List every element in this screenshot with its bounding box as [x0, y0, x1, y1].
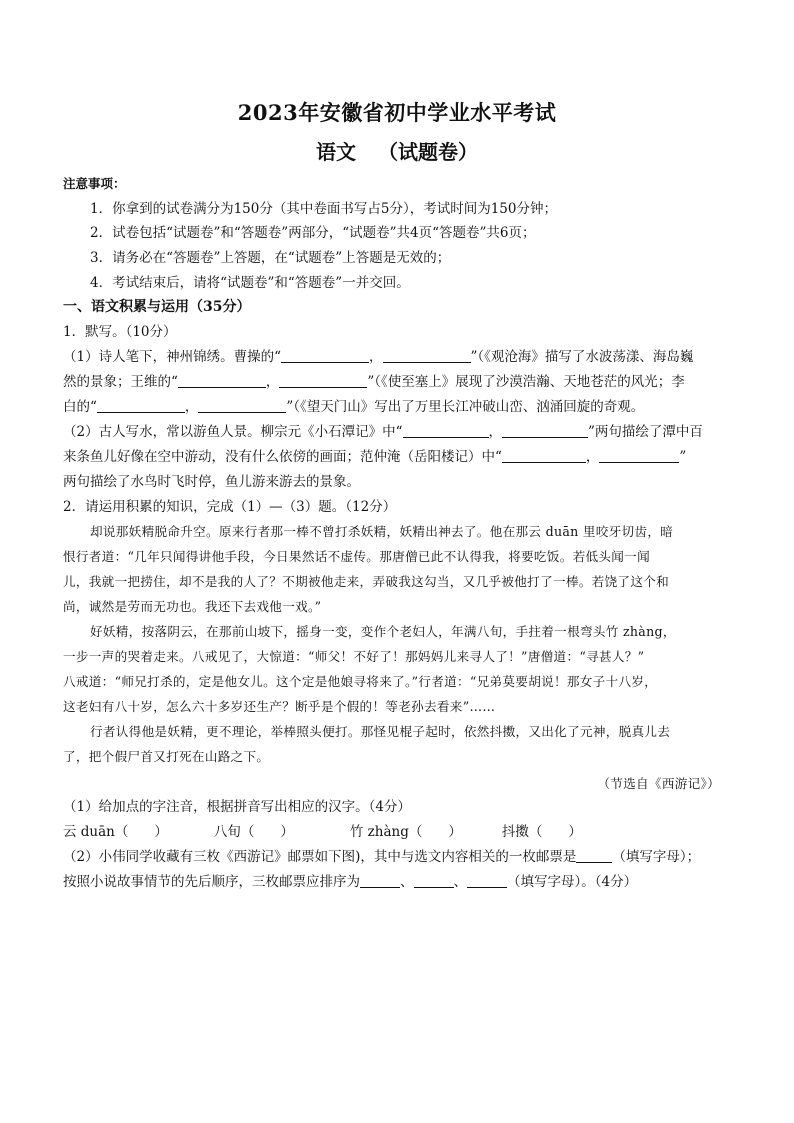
answer-blank[interactable] [279, 373, 367, 388]
q1-stem: 1．默写。（10分） [63, 324, 177, 340]
q2-sub1-stem: （1）给加点的字注音，根据拼音写出相应的汉字。（4分） [63, 799, 411, 815]
q1-p1-line2: 然的景象；王维的“ ， ”（《使至塞上》展现了沙漠浩瀚、天地苍茫的风光；李 [63, 374, 685, 390]
q1-p2-line3: 两句描绘了水鸟时飞时停，鱼儿游来游去的景象。 [63, 474, 360, 490]
passage-line: 行者认得他是妖精，更不理论，举棒照头便打。那怪见棍子起时，依然抖擞，又出化了元神，脱真儿去 [90, 724, 671, 739]
passage-line: 尚，诚然是劳而无功也。我还下去戏他一戏。” [63, 599, 322, 614]
answer-blank[interactable] [502, 448, 586, 463]
passage-line: 一步一声的哭着走来。八戒见了，大惊道：“师父！不好了！那妈妈儿来寻人了！”唐僧道：“寻甚人？” [63, 649, 645, 664]
exam-subtitle [0, 136, 794, 165]
answer-blank[interactable] [97, 398, 185, 413]
item-dousou: 抖擞（ [501, 824, 543, 840]
passage-line: 八戒道：“师兄打杀的，定是他女儿。这个定是他娘寻将来了。”行者道：“兄弟莫要胡说！那女子十八岁， [63, 674, 658, 689]
passage-line: 恨行者道：“几年只闻得讲他手段，今日果然话不虚传。那唐僧已此不认得我，将要吃饭。若低头闻一闻 [63, 549, 650, 564]
q2-sub1-items: 云 duān（ ） 八旬（ ） 竹 zhàng（ ） 抖擞（ ） [63, 824, 582, 840]
paper-type-label: （试题卷） [378, 140, 478, 164]
item-baxun: 八旬（ [213, 824, 255, 840]
subject-label: 语文 [316, 140, 356, 164]
item-yun: 云 duān（ [63, 824, 129, 840]
answer-blank[interactable] [502, 423, 588, 438]
answer-blank[interactable] [599, 448, 679, 463]
item-zhu: 竹 zhàng（ [349, 824, 423, 840]
passage-line: 这老妇有八十岁，怎么六十多岁还生产？断乎是个假的！等老孙去看来”…… [63, 699, 496, 714]
q1-p2-line2: 来条鱼儿好像在空中游动，没有什么依傍的画面；范仲淹（岳阳楼记）中“ ， ” [63, 449, 687, 465]
answer-blank[interactable] [576, 848, 612, 863]
answer-blank[interactable] [467, 873, 507, 888]
q2-sub2-line2: 按照小说故事情节的先后顺序，三枚邮票应排序为 、 、 （填写字母）。（4分） [63, 874, 638, 890]
q1-p2-line1: （2）古人写水，常以游鱼人景。柳宗元《小石潭记》中“ ， ”两句描绘了潭中百 [63, 424, 703, 440]
answer-blank[interactable] [383, 348, 471, 363]
exam-title: 2023年安徽省初中学业水平考试 [237, 100, 557, 125]
passage-line: 儿，我就一把捞住，却不是我的人了？不期被他走来，弄破我这勾当，又几乎被他打了一棒。若饶了这个和 [63, 574, 670, 589]
section-heading: 一、语文积累与运用（35分） [63, 299, 251, 315]
passage-source: （节选自《西游记》） [597, 776, 720, 791]
answer-blank[interactable] [403, 423, 489, 438]
notice-item-4: 4．考试结束后，请将“试题卷”和“答题卷”一并交回。 [90, 275, 410, 291]
q1-p1-line1: （1）诗人笔下，神州锦绣。曹操的“ ， ”（《观沧海》描写了水波荡漾、海岛巍 [63, 349, 694, 365]
passage-line: 却说那妖精脱命升空。原来行者那一棒不曾打杀妖精，妖精出神去了。他在那云 duān 里咬牙切齿，暗 [90, 524, 674, 539]
passage-line: 了，把个假尸首又打死在山路之下。 [63, 749, 270, 764]
notice-item-1: 1．你拿到的试卷满分为150分（其中卷面书写占5分），考试时间为150分钟； [90, 201, 557, 217]
notice-item-2: 2．试卷包括“试题卷”和“答题卷”两部分，“试题卷”共4页“答题卷”共6页； [90, 225, 536, 241]
q1-p1-line3: 白的“ ， ”（《望天门山》写出了万里长江冲破山峦、汹涌回旋的奇观。 [63, 399, 645, 415]
answer-blank[interactable] [178, 373, 266, 388]
passage-line: 好妖精，按落阴云，在那前山坡下，摇身一变，变作个老妇人，年满八旬，手拄着一根弯头竹 zhàng， [90, 624, 676, 639]
q2-stem: 2．请运用积累的知识，完成（1）—（3）题。（12分） [63, 499, 397, 515]
answer-blank[interactable] [281, 348, 369, 363]
answer-blank[interactable] [360, 873, 400, 888]
q2-sub2-line1: （2）小伟同学收藏有三枚《西游记》邮票如下图)，其中与选文内容相关的一枚邮票是 （填写字母）； [63, 849, 701, 865]
notice-item-3: 3．请务必在“答题卷”上答题，在“试题卷”上答题是无效的； [90, 250, 451, 266]
answer-blank[interactable] [198, 398, 286, 413]
notice-heading: 注意事项： [63, 176, 126, 191]
answer-blank[interactable] [414, 873, 454, 888]
